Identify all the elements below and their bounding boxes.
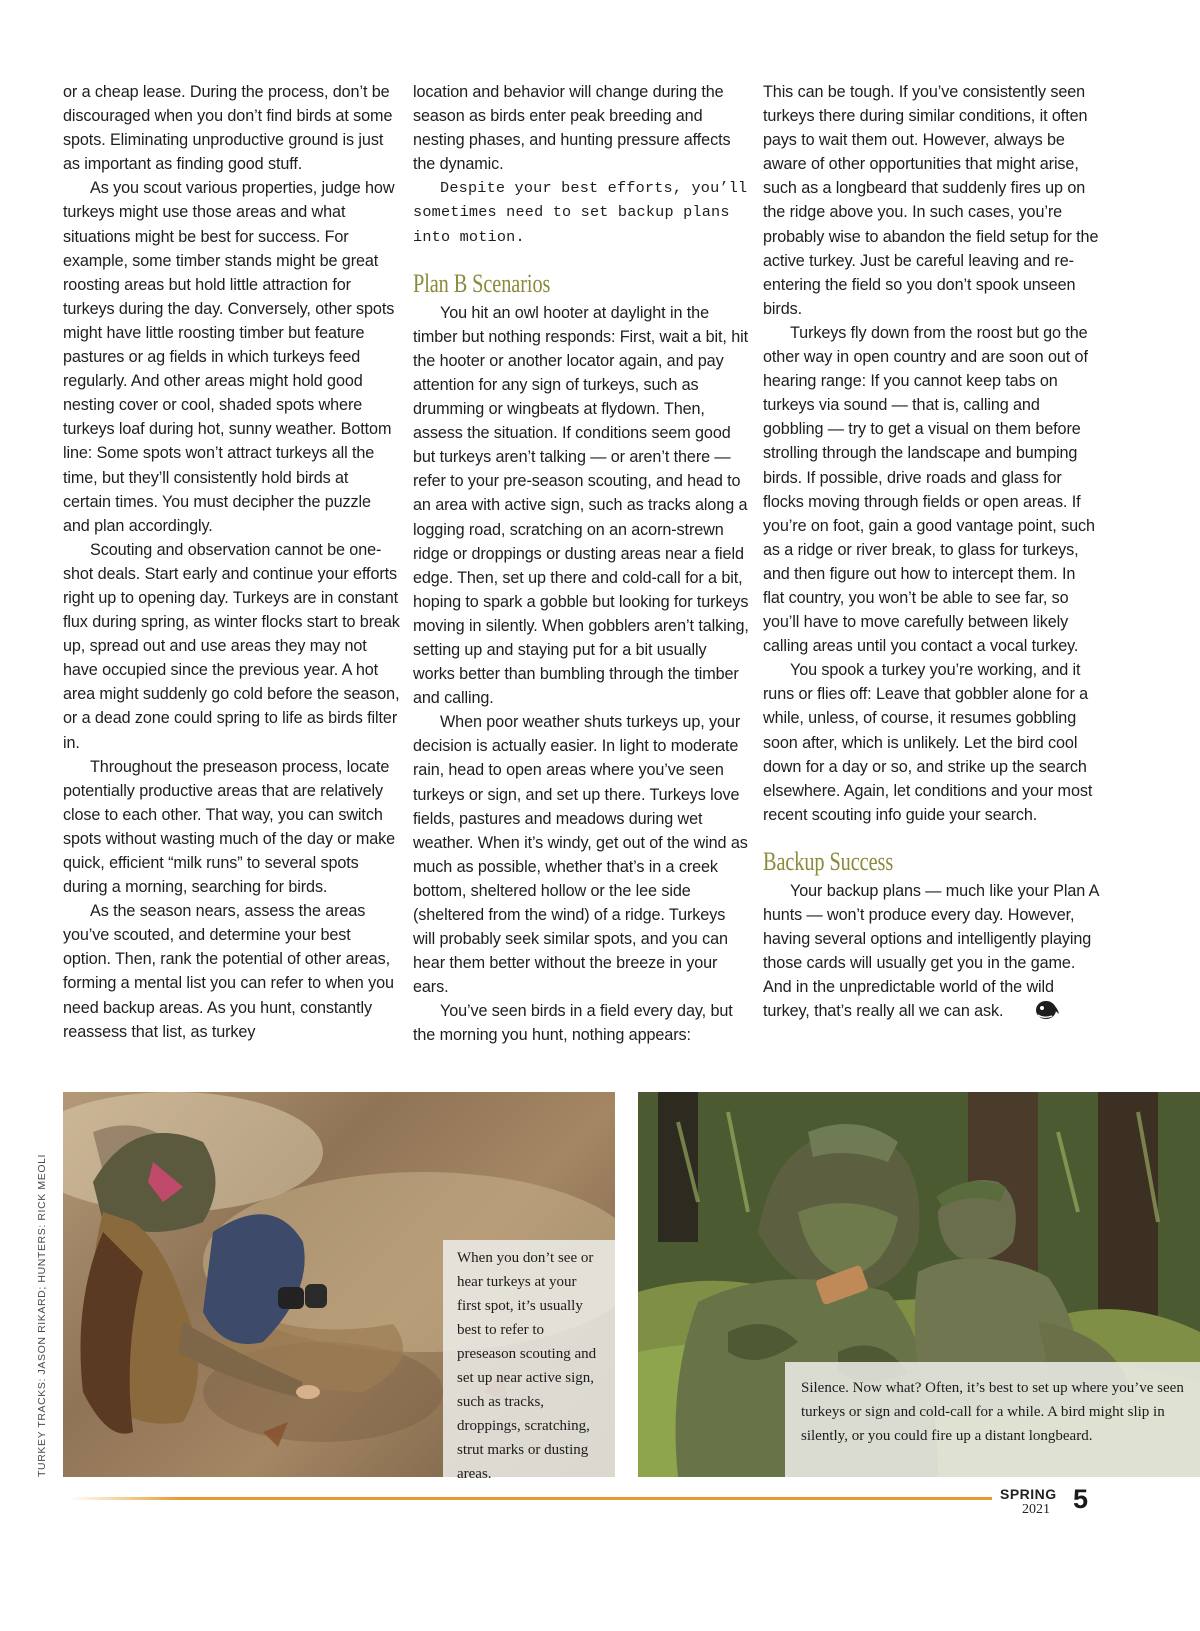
article-column-2 bbox=[413, 80, 750, 1048]
issue-season: SPRING bbox=[1000, 1486, 1057, 1502]
issue-year: 2021 bbox=[1022, 1502, 1050, 1517]
paragraph: When poor weather shuts turkeys up, your decision is actually easier. In light to moderate rain, head to open areas where you’ve seen turkeys or sign, and set up there. Turkeys love fields, pastures and meadows during wet weather. When it’s windy, get out of the wind as much as possible, whether that’s in a creek bottom, sheltered hollow or the lee side (sheltered from the wind) of a ridge. Turkeys will probably seek similar spots, and you can hear them better without the breeze in your ears. bbox=[413, 713, 748, 997]
paragraph: You hit an owl hooter at daylight in the timber but nothing responds: First, wait a bit, hit the hooter or another locator again, and pay attention for any sign of turkeys, such as drumming or wingbeats at flydown. Then, assess the situation. If conditions seem good but turkeys aren’t talking — or aren’t there — refer to your pre-season scouting, and head to an area with active sign, such as tracks along a logging road, scratching on an acorn-strewn ridge or droppings or dusting areas near a field edge. Then, set up there and cold-call for a bit, hoping to spark a gobble but looking for turkeys moving in silently. When gobblers aren’t talking, setting up and staying put for a bit usually works better than bumbling through the timber and calling. bbox=[413, 303, 749, 708]
turkey-end-mark-icon bbox=[1007, 999, 1062, 1028]
photo-caption-right: Silence. Now what? Often, it’s best to set up where you’ve seen turkeys or sign and cold-call for a while. A bird might slip in silently, or you could fire up a distant longbeard. bbox=[785, 1362, 1200, 1477]
footer-rule bbox=[70, 1497, 992, 1500]
page-number: 5 bbox=[1073, 1484, 1089, 1514]
article-column-3 bbox=[763, 80, 1100, 1028]
paragraph: Throughout the preseason process, locate potentially productive areas that are relatively close to each other. That way, you can switch spots without wasting much of the day or make quick, efficient “milk runs” to several spots during a morning, searching for birds. bbox=[63, 757, 396, 897]
paragraph: As you scout various properties, judge how turkeys might use those areas and what situations might be best for success. For example, some timber stands might be great roosting areas but hold little attraction for turkeys during the day. Conversely, other spots might have little roosting timber but feature pastures or ag fields in which turkeys feed regularly. And other areas might hold good nesting cover or cool, shaded spots where turkeys loaf during hot, sunny weather. Bottom line: Some spots won’t attract turkeys all the time, but they’ll consistently hold birds at certain times. You must decipher the puzzle and plan accordingly. bbox=[63, 179, 395, 535]
paragraph: or a cheap lease. During the process, don’t be discouraged when you don’t find birds at some spots. Eliminating unproductive ground is just as important as finding good stuff. bbox=[63, 83, 393, 174]
paragraph: This can be tough. If you’ve consistently seen turkeys there during similar conditions, it often pays to wait them out. However, always be aware of other opportunities that might arise, such as a longbeard that suddenly fires up on the ridge above you. In such cases, you’re probably wise to abandon the field setup for the active turkey. Just be careful leaving and re-entering the field so you don’t spook unseen birds. bbox=[763, 83, 1099, 318]
paragraph: As the season nears, assess the areas you’ve scouted, and determine your best option. Then, rank the potential of other areas, forming a mental list you can refer to when you need backup areas. As you hunt, constantly reassess that list, as turkey bbox=[63, 902, 394, 1041]
section-heading: Plan B Scenarios bbox=[413, 268, 551, 298]
article-column-1 bbox=[63, 80, 400, 1044]
paragraph-with-end-mark bbox=[763, 879, 1100, 1029]
paragraph: Your backup plans — much like your Plan A hunts — won’t produce every day. However, having several options and intelligently playing those cards will usually get you in the game. And in the unpredictable world of the wild turkey, that’s really all we can ask. bbox=[763, 881, 1099, 1021]
photo-credit: TURKEY TRACKS: JASON RIKARD; HUNTERS: RICK MEOLI bbox=[36, 1153, 48, 1477]
paragraph: You’ve seen birds in a field every day, but the morning you hunt, nothing appears: bbox=[413, 1002, 733, 1045]
section-heading: Backup Success bbox=[763, 846, 894, 876]
paragraph: Scouting and observation cannot be one-shot deals. Start early and continue your efforts right up to opening day. Turkeys are in constant flux during spring, as winter flocks start to break up, spread out and use areas they may not have occupied since the previous year. A hot area might suddenly go cold before the season, or a dead zone could spring to life as birds filter in. bbox=[63, 540, 400, 752]
paragraph: You spook a turkey you’re working, and it runs or flies off: Leave that gobbler alone for a while, unless, of course, it resumes gobbling soon after, which is unlikely. Let the bird cool down for a day or so, and strike up the search elsewhere. Again, let conditions and your most recent scouting info guide your search. bbox=[763, 661, 1093, 824]
paragraph: Despite your best efforts, you’ll sometimes need to set backup plans into motion. bbox=[413, 179, 748, 246]
paragraph: location and behavior will change during the season as birds enter peak breeding and nesting phases, and hunting pressure affects the dynamic. bbox=[413, 83, 731, 174]
paragraph: Turkeys fly down from the roost but go the other way in open country and are soon out of hearing range: If you cannot keep tabs on turkeys via sound — that is, calling and gobbling — try to get a visual on them before strolling through the landscape and bumping birds. If possible, drive roads and glass for flocks moving through fields or open areas. If you’re on foot, gain a good vantage point, such as a ridge or river break, to glass for turkeys, and then figure out how to intercept them. In flat country, you won’t be able to see far, so you’ll have to move carefully between likely calling areas until you contact a vocal turkey. bbox=[763, 323, 1095, 656]
photo-caption-left: When you don’t see or hear turkeys at your first spot, it’s usually best to refer to preseason scouting and set up near active sign, such as tracks, droppings, scratching, strut marks or dusting areas. bbox=[443, 1240, 615, 1477]
